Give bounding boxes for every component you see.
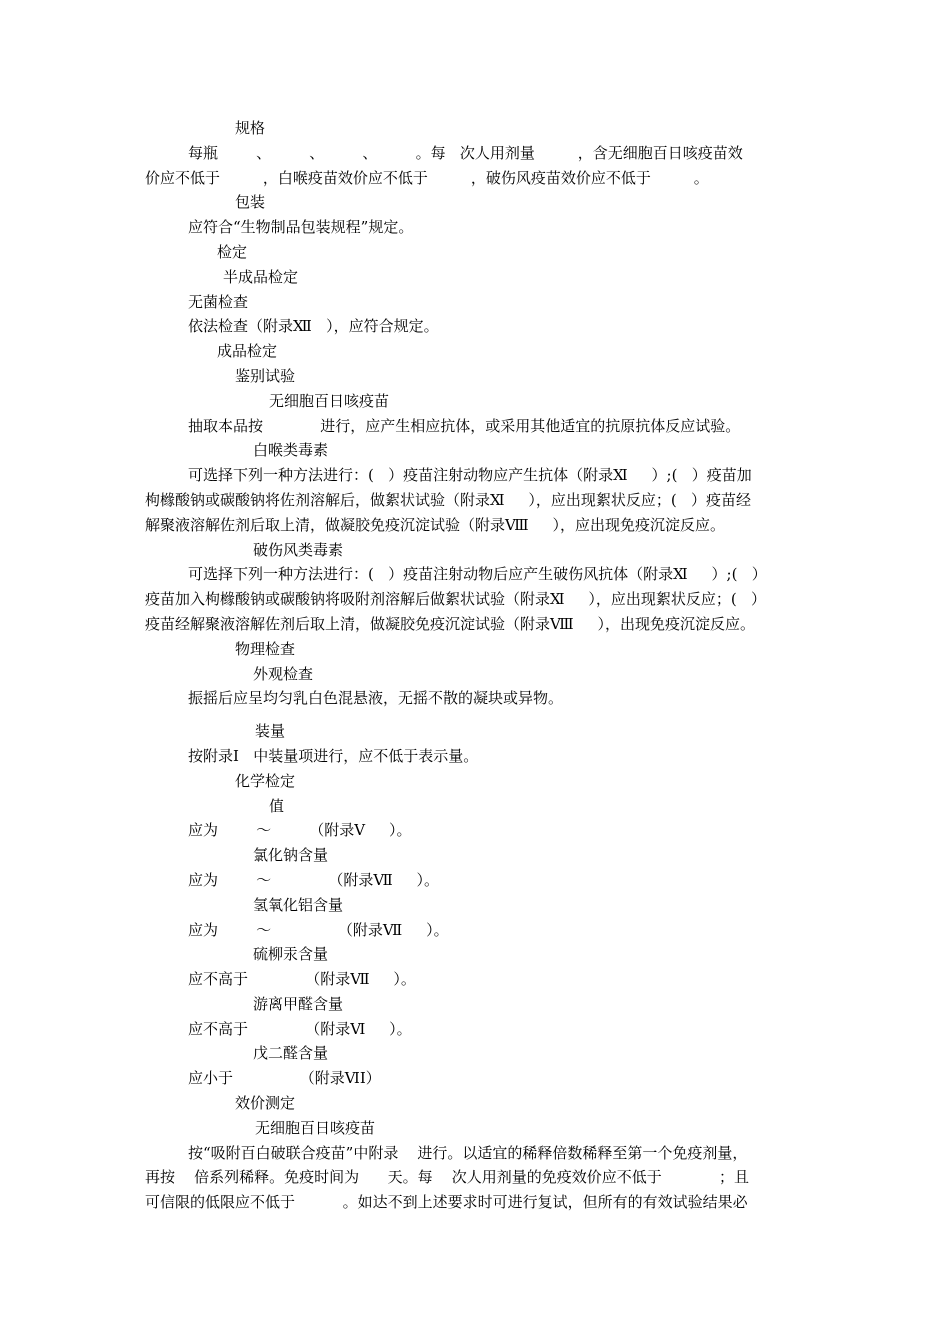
- paragraph-line: 按附录Ⅰ 中装量项进行，应不低于表示量。: [188, 746, 479, 765]
- paragraph-line: 应小于 （附录ⅥⅠ）: [188, 1069, 381, 1088]
- paragraph-line: 应为 ～ （附录Ⅴ ）。: [188, 821, 412, 840]
- heading-packaging: 包装: [235, 193, 266, 212]
- heading-semifinished-inspection: 半成品检定: [223, 267, 299, 286]
- document-page: [145, 116, 810, 1215]
- paragraph-line: 每瓶 、 、 、 。每 次人用剂量 ，含无细胞百日咳疫苗效: [188, 143, 743, 162]
- heading-chemical-inspection: 化学检定: [235, 771, 296, 790]
- paragraph-line: 应为 ～ （附录Ⅶ ）。: [188, 920, 449, 939]
- heading-glutaraldehyde: 戊二醛含量: [253, 1044, 329, 1063]
- paragraph-line: 振摇后应呈均匀乳白色混悬液，无摇不散的凝块或异物。: [188, 689, 564, 708]
- heading-specification: 规格: [235, 119, 266, 137]
- heading-appearance-check: 外观检查: [253, 664, 314, 683]
- heading-acellular-pertussis-potency: 无细胞百日咳疫苗: [255, 1118, 376, 1137]
- paragraph-line: 解聚液溶解佐剂后取上清，做凝胶免疫沉淀试验（附录Ⅷ ），应出现免疫沉淀反应。: [145, 515, 725, 534]
- spacer: [145, 711, 810, 719]
- paragraph-line: 疫苗加入枸橼酸钠或碳酸钠将吸附剂溶解后做絮状试验（附录Ⅺ ），应出现絮状反应；( ）: [145, 590, 767, 609]
- heading-potency-assay: 效价测定: [235, 1094, 296, 1113]
- paragraph-line: 按“吸附百白破联合疫苗”中附录 进行。以适宜的稀释倍数稀释至第一个免疫剂量，: [188, 1143, 748, 1162]
- heading-inspection: 检定: [217, 242, 248, 261]
- paragraph-line: 应不高于 （附录Ⅵ ）。: [188, 1019, 412, 1038]
- paragraph-line: 可选择下列一种方法进行：( ）疫苗注射动物后应产生破伤风抗体（附录Ⅺ ）;( ）: [188, 565, 767, 584]
- heading-acellular-pertussis: 无细胞百日咳疫苗: [269, 391, 390, 410]
- paragraph-line: 疫苗经解聚液溶解佐剂后取上清，做凝胶免疫沉淀试验（附录Ⅷ ），出现免疫沉淀反应。: [145, 614, 755, 633]
- paragraph-line: 可选择下列一种方法进行：( ）疫苗注射动物应产生抗体（附录Ⅺ ）;( ）疫苗加: [188, 466, 752, 485]
- paragraph-line: 应符合“生物制品包装规程”规定。: [188, 218, 414, 237]
- heading-sterility-test: 无菌检查: [188, 292, 249, 311]
- paragraph-line: 枸橼酸钠或碳酸钠将佐剂溶解后，做絮状试验（附录Ⅺ ），应出现絮状反应；( ）疫苗经: [145, 490, 752, 509]
- heading-tetanus-toxoid: 破伤风类毒素: [253, 540, 344, 559]
- paragraph-line: 应为 ～ （附录Ⅶ ）。: [188, 870, 440, 889]
- heading-physical-inspection: 物理检查: [235, 639, 296, 658]
- paragraph-line: 价应不低于 ，白喉疫苗效价应不低于 ，破伤风疫苗效价应不低于 。: [145, 168, 709, 187]
- heading-thiomersal: 硫柳汞含量: [253, 945, 329, 964]
- heading-free-formaldehyde: 游离甲醛含量: [253, 994, 344, 1013]
- paragraph-line: 应不高于 （附录Ⅶ ）。: [188, 970, 416, 989]
- heading-final-product-inspection: 成品检定: [217, 342, 278, 361]
- paragraph-line: 可信限的低限应不低于 。如达不到上述要求时可进行复试，但所有的有效试验结果必: [145, 1193, 748, 1212]
- heading-ph-value: 值: [269, 796, 285, 815]
- heading-diphtheria-toxoid: 白喉类毒素: [253, 441, 329, 460]
- paragraph-line: 抽取本品按 进行，应产生相应抗体，或采用其他适宜的抗原抗体反应试验。: [188, 416, 741, 435]
- paragraph-line: 依法检查（附录Ⅻ ），应符合规定。: [188, 317, 439, 336]
- heading-fill-volume: 装量: [255, 722, 286, 741]
- heading-aluminium-hydroxide: 氢氧化铝含量: [253, 895, 344, 914]
- heading-sodium-chloride: 氯化钠含量: [253, 846, 329, 865]
- paragraph-line: 再按 倍系列稀释。免疫时间为 天。每 次人用剂量的免疫效价应不低于 ；且: [145, 1168, 749, 1187]
- heading-identification-test: 鉴别试验: [235, 366, 296, 385]
